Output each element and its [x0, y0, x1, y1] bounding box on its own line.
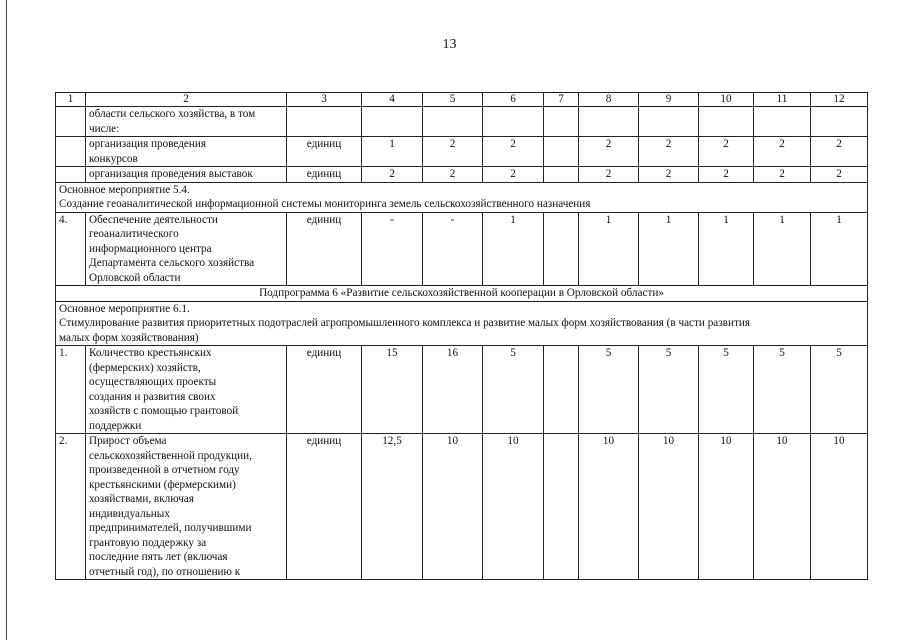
row-number: 2. — [56, 434, 86, 580]
value-cell-col-6 — [483, 107, 544, 137]
value-cell-col-6: 1 — [483, 212, 544, 286]
indicator-name-line: области сельского хозяйства, в том — [89, 108, 256, 120]
table-row — [56, 107, 868, 137]
indicator-name-line: Прирост объема — [89, 435, 167, 447]
header-cell-8: 8 — [579, 93, 639, 107]
indicator-name — [86, 167, 287, 183]
section-heading-line: Стимулирование развития приоритетных подотраслей агропромышленного комплекса и развитие малых форм хозяйствования (в части развития — [59, 317, 750, 329]
indicator-name-line: индивидуальных — [89, 507, 170, 520]
value-cell-col-5: - — [423, 212, 483, 286]
indicator-name — [86, 137, 287, 167]
section-heading — [56, 301, 868, 346]
indicator-name-line: грантовую поддержку за — [89, 536, 207, 549]
value-cell-col-6: 10 — [483, 434, 544, 580]
indicator-name-line: предпринимателей, получившими — [89, 522, 252, 534]
value-cell-col-10 — [699, 107, 754, 137]
indicator-name-line: хозяйствами, включая — [89, 493, 194, 505]
section-heading-line: Подпрограмма 6 «Развитие сельскохозяйственной кооперации в Орловской области» — [259, 287, 664, 299]
section-heading-line: Основное мероприятие 6.1. — [59, 302, 190, 315]
value-cell-col-9: 2 — [639, 167, 699, 183]
section-row — [56, 182, 868, 212]
indicator-name-line: информационного центра — [89, 242, 212, 255]
table-row — [56, 167, 868, 183]
unit-cell: единиц — [287, 434, 362, 580]
value-cell-col-5 — [423, 107, 483, 137]
unit-cell: единиц — [287, 212, 362, 286]
row-number — [56, 107, 86, 137]
value-cell-col-8: 2 — [579, 167, 639, 183]
indicator-name-line: организация проведения — [89, 138, 207, 150]
row-number: 1. — [56, 346, 86, 434]
header-cell-7: 7 — [544, 93, 579, 107]
value-cell-col-10: 2 — [699, 137, 754, 167]
value-cell-col-4 — [362, 107, 423, 137]
value-cell-col-9: 2 — [639, 137, 699, 167]
value-cell-col-11: 1 — [754, 212, 811, 286]
value-cell-col-10: 2 — [699, 167, 754, 183]
page-binding-line — [6, 0, 7, 640]
indicator-name-line: геоаналитического — [89, 228, 179, 240]
value-cell-col-12: 2 — [811, 137, 868, 167]
value-cell-col-4: 12,5 — [362, 434, 423, 580]
value-cell-col-12 — [811, 107, 868, 137]
value-cell-col-7 — [544, 212, 579, 286]
header-cell-10: 10 — [699, 93, 754, 107]
indicator-name-line: числе: — [89, 122, 120, 135]
value-cell-col-9: 5 — [639, 346, 699, 434]
value-cell-col-8: 2 — [579, 137, 639, 167]
value-cell-col-4: - — [362, 212, 423, 286]
value-cell-col-6: 2 — [483, 137, 544, 167]
value-cell-col-5: 2 — [423, 137, 483, 167]
header-cell-6: 6 — [483, 93, 544, 107]
indicator-name — [86, 212, 287, 286]
unit-cell: единиц — [287, 346, 362, 434]
value-cell-col-11: 2 — [754, 137, 811, 167]
indicator-name-line: хозяйств с помощью грантовой — [89, 405, 239, 417]
section-heading-line: Создание геоаналитической информационной системы мониторинга земель сельскохозяйственного назначения — [59, 198, 591, 210]
indicator-name-line: конкурсов — [89, 152, 138, 165]
table-row — [56, 434, 868, 580]
value-cell-col-7 — [544, 434, 579, 580]
unit-cell: единиц — [287, 137, 362, 167]
indicator-name-line: отчетный год), по отношению к — [89, 565, 241, 578]
value-cell-col-10: 1 — [699, 212, 754, 286]
indicator-name-line: последние пять лет (включая — [89, 551, 228, 563]
value-cell-col-7 — [544, 107, 579, 137]
value-cell-col-6: 2 — [483, 167, 544, 183]
indicator-name-line: (фермерских) хозяйств, — [89, 361, 201, 374]
indicators-table — [55, 92, 868, 580]
value-cell-col-8 — [579, 107, 639, 137]
value-cell-col-7 — [544, 137, 579, 167]
header-cell-9: 9 — [639, 93, 699, 107]
value-cell-col-11 — [754, 107, 811, 137]
header-cell-1: 1 — [56, 93, 86, 107]
section-heading-line: малых форм хозяйствования) — [59, 331, 199, 344]
section-row — [56, 286, 868, 302]
indicator-name-line: организация проведения выставок — [89, 168, 253, 180]
value-cell-col-5: 16 — [423, 346, 483, 434]
value-cell-col-8: 1 — [579, 212, 639, 286]
indicator-name-line: поддержки — [89, 419, 142, 432]
row-number: 4. — [56, 212, 86, 286]
unit-cell: единиц — [287, 167, 362, 183]
value-cell-col-8: 5 — [579, 346, 639, 434]
row-number — [56, 137, 86, 167]
value-cell-col-7 — [544, 346, 579, 434]
indicator-name-line: Количество крестьянских — [89, 347, 212, 359]
row-number — [56, 167, 86, 183]
value-cell-col-12: 10 — [811, 434, 868, 580]
header-cell-4: 4 — [362, 93, 423, 107]
header-cell-5: 5 — [423, 93, 483, 107]
indicator-name — [86, 107, 287, 137]
indicator-name — [86, 434, 287, 580]
indicator-name-line: произведенной в отчетном году — [89, 464, 240, 476]
value-cell-col-12: 5 — [811, 346, 868, 434]
header-cell-11: 11 — [754, 93, 811, 107]
header-cell-12: 12 — [811, 93, 868, 107]
unit-cell — [287, 107, 362, 137]
value-cell-col-4: 1 — [362, 137, 423, 167]
header-cell-2: 2 — [86, 93, 287, 107]
table-row — [56, 346, 868, 434]
indicator-name-line: крестьянскими (фермерскими) — [89, 478, 236, 491]
value-cell-col-6: 5 — [483, 346, 544, 434]
value-cell-col-4: 15 — [362, 346, 423, 434]
value-cell-col-7 — [544, 167, 579, 183]
indicator-name — [86, 346, 287, 434]
section-heading — [56, 182, 868, 212]
value-cell-col-11: 5 — [754, 346, 811, 434]
value-cell-col-8: 10 — [579, 434, 639, 580]
value-cell-col-10: 5 — [699, 346, 754, 434]
indicator-name-line: создания и развития своих — [89, 390, 216, 403]
table-row — [56, 137, 868, 167]
value-cell-col-11: 10 — [754, 434, 811, 580]
value-cell-col-9 — [639, 107, 699, 137]
indicator-name-line: сельскохозяйственной продукции, — [89, 449, 252, 462]
value-cell-col-12: 1 — [811, 212, 868, 286]
value-cell-col-11: 2 — [754, 167, 811, 183]
table-header-row — [56, 93, 868, 107]
section-heading-line: Основное мероприятие 5.4. — [59, 183, 190, 196]
header-cell-3: 3 — [287, 93, 362, 107]
value-cell-col-5: 2 — [423, 167, 483, 183]
page-number: 13 — [442, 37, 457, 52]
indicator-name-line: Обеспечение деятельности — [89, 213, 218, 226]
indicator-name-line: Департамента сельского хозяйства — [89, 257, 255, 269]
value-cell-col-12: 2 — [811, 167, 868, 183]
indicator-name-line: осуществляющих проекты — [89, 376, 217, 388]
table-row — [56, 212, 868, 286]
value-cell-col-5: 10 — [423, 434, 483, 580]
value-cell-col-10: 10 — [699, 434, 754, 580]
section-heading — [56, 286, 868, 302]
value-cell-col-4: 2 — [362, 167, 423, 183]
value-cell-col-9: 1 — [639, 212, 699, 286]
indicator-name-line: Орловской области — [89, 271, 181, 284]
section-row — [56, 301, 868, 346]
value-cell-col-9: 10 — [639, 434, 699, 580]
